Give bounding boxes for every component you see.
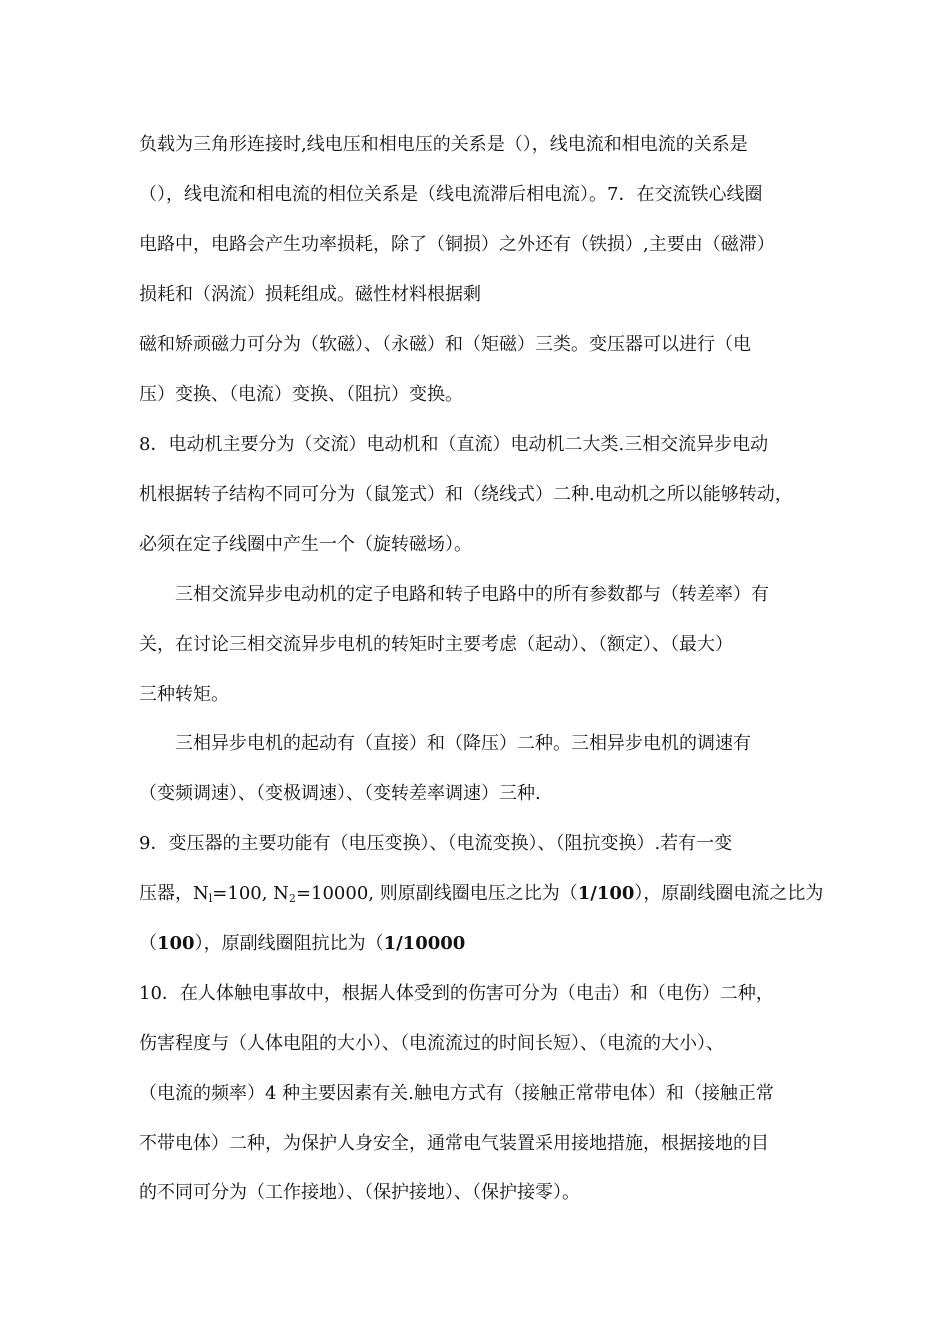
text-fragment: ），原副线圈电流之比为 [634,883,824,904]
text-line: 电路中，电路会产生功率损耗，除了（铜损）之外还有（铁损）,主要由（磁滞） [139,234,775,255]
text-line-formula [139,932,465,956]
bold-value: 1/100 [577,883,635,904]
text-line: 10．在人体触电事故中，根据人体受到的伤害可分为（电击）和（电伤）二种， [139,983,774,1004]
text-line: 必须在定子线圈中产生一个（旋转磁场）。 [139,534,472,555]
subscript: 2 [288,892,296,905]
text-line: 的不同可分为（工作接地）、（保护接地）、（保护接零）。 [139,1182,580,1203]
text-line: 9．变压器的主要功能有（电压变换）、（电流变换）、（阻抗变换）.若有一变 [139,833,733,854]
text-line: 8．电动机主要分为（交流）电动机和（直流）电动机二大类.三相交流异步电动 [139,434,769,455]
text-line: 机根据转子结构不同可分为（鼠笼式）和（绕线式）二种.电动机之所以能够转动， [139,484,793,505]
text-fragment: ），原副线圈阻抗比为（ [194,933,384,954]
text-line: 压）变换、（电流）变换、（阻抗）变换。 [139,384,463,405]
text-fragment: =10000, 则原副线圈电压之比为（ [295,883,578,904]
text-line: 磁和矫顽磁力可分为（软磁）、（永磁）和（矩磁）三类。变压器可以进行（电 [139,334,751,355]
text-line: （），线电流和相电流的相位关系是（线电流滞后相电流）。7．在交流铁心线圈 [139,184,763,205]
bold-value: 100 [157,933,195,954]
bold-value: 1/10000 [383,933,466,954]
text-line: 关，在讨论三相交流异步电机的转矩时主要考虑（起动）、（额定）、（最大） [139,634,733,655]
text-line: 负载为三角形连接时,线电压和相电压的关系是（），线电流和相电流的关系是 [139,134,748,155]
text-line: 伤害程度与（人体电阻的大小）、（电流流过的时间长短）、（电流的大小）、 [139,1033,724,1054]
text-line: 损耗和（涡流）损耗组成。磁性材料根据剩 [139,284,481,305]
text-line: （变频调速）、（变极调速）、（变转差率调速）三种. [139,783,541,804]
text-line: 三种转矩。 [139,684,229,705]
text-fragment: 压器，N [139,883,209,904]
text-line: 三相异步电机的起动有（直接）和（降压）二种。三相异步电机的调速有 [175,733,751,754]
text-line: 不带电体）二种，为保护人身安全，通常电气装置采用接地措施，根据接地的目 [139,1133,769,1154]
text-fragment: =100, N [212,883,289,904]
text-fragment: （ [139,933,157,954]
subscript: l [208,892,213,905]
text-line: 三相交流异步电动机的定子电路和转子电路中的所有参数都与（转差率）有 [175,584,769,605]
text-line: （电流的频率）4 种主要因素有关.触电方式有（接触正常带电体）和（接触正常 [139,1083,774,1104]
text-line-formula [139,882,823,906]
